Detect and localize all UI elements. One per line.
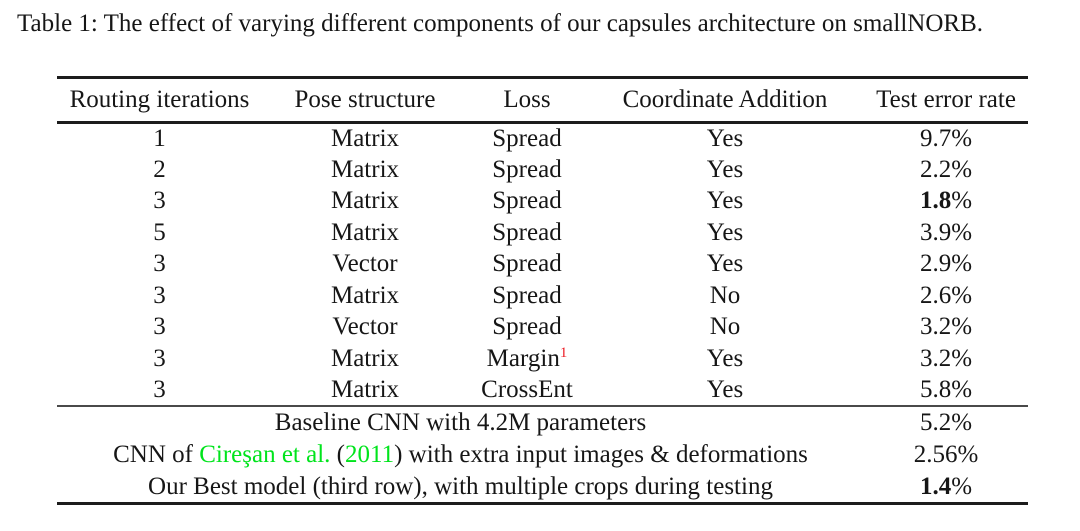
loss-cell: Spread: [492, 187, 562, 215]
test-error-cell: [864, 406, 1028, 439]
pose-structure-cell: Vector: [332, 250, 398, 278]
pose-structure-cell: Matrix: [330, 375, 400, 403]
loss-label: Margin: [486, 344, 560, 372]
label-prefix: CNN of: [113, 440, 200, 468]
baseline-cnn-row: [57, 406, 1028, 439]
citation-year-link[interactable]: 2011: [345, 440, 395, 468]
routing-iterations-cell: 3: [153, 313, 166, 341]
error-value-best: 1.8: [919, 187, 952, 215]
coordinate-addition-cell: Yes: [706, 125, 744, 152]
routing-iterations-cell: 3: [153, 375, 166, 403]
coordinate-addition-cell: Yes: [706, 375, 744, 403]
baseline-cnn-label: Baseline CNN with 4.2M parameters: [274, 408, 647, 436]
percent-sign: %: [951, 344, 973, 372]
coordinate-addition-cell: No: [709, 313, 741, 341]
percent-sign: %: [957, 440, 979, 468]
test-error-cell: [864, 343, 1028, 375]
label-suffix: ) with extra input images & deformations: [394, 440, 808, 468]
test-error-cell: [864, 439, 1028, 472]
test-error-cell: [864, 312, 1028, 344]
table-row: [57, 249, 1028, 281]
error-value-best: 1.4: [919, 472, 952, 500]
pose-structure-cell: Matrix: [330, 344, 400, 372]
routing-iterations-cell: 2: [153, 155, 166, 183]
percent-sign: %: [951, 125, 973, 152]
error-value: 2.56: [913, 440, 958, 468]
coordinate-addition-cell: Yes: [706, 187, 744, 215]
test-error-cell: [864, 217, 1028, 249]
test-error-cell: [864, 249, 1028, 281]
loss-cell: Spread: [492, 155, 562, 183]
routing-iterations-cell: 1: [153, 125, 166, 152]
table-row: [57, 154, 1028, 186]
test-error-cell: [864, 186, 1028, 218]
percent-sign: %: [951, 250, 973, 278]
header-row: [57, 78, 1028, 123]
table-row: [57, 312, 1028, 344]
table-row: [57, 343, 1028, 375]
coordinate-addition-cell: Yes: [706, 218, 744, 246]
percent-sign: %: [951, 375, 973, 403]
error-value: 2.2: [919, 155, 952, 183]
table-row: [57, 217, 1028, 249]
coordinate-addition-cell: Yes: [706, 250, 744, 278]
coordinate-addition-cell: No: [709, 281, 741, 309]
pose-structure-cell: Matrix: [330, 218, 400, 246]
col-header-loss: Loss: [503, 86, 551, 113]
error-value: 9.7: [919, 125, 952, 152]
error-value: 2.9: [919, 250, 952, 278]
ciresan-cnn-label: [57, 439, 864, 472]
pose-structure-cell: Matrix: [330, 155, 400, 183]
best-model-row: [57, 471, 1028, 504]
pose-structure-cell: Matrix: [330, 281, 400, 309]
coordinate-addition-cell: Yes: [706, 155, 744, 183]
error-value: 3.2: [919, 344, 952, 372]
label-mid: (: [330, 440, 345, 468]
pose-structure-cell: Matrix: [330, 125, 400, 152]
percent-sign: %: [951, 313, 973, 341]
percent-sign: %: [951, 408, 973, 436]
routing-iterations-cell: 3: [153, 187, 166, 215]
col-header-routing-iterations: Routing iterations: [69, 86, 250, 113]
table-row: [57, 186, 1028, 218]
loss-cell: Spread: [492, 250, 562, 278]
col-header-pose-structure: Pose structure: [294, 86, 436, 113]
routing-iterations-cell: 3: [153, 344, 166, 372]
ciresan-cnn-row: [57, 439, 1028, 472]
test-error-cell: [864, 123, 1028, 155]
percent-sign: %: [951, 472, 973, 500]
col-header-test-error-rate: Test error rate: [876, 86, 1016, 113]
error-value: 2.6: [919, 281, 952, 309]
error-value: 5.2: [919, 408, 952, 436]
loss-cell: Spread: [492, 281, 562, 309]
routing-iterations-cell: 3: [153, 281, 166, 309]
loss-cell: Spread: [492, 125, 562, 152]
percent-sign: %: [951, 155, 973, 183]
test-error-cell: [864, 154, 1028, 186]
error-value: 3.2: [919, 313, 952, 341]
col-header-coordinate-addition: Coordinate Addition: [622, 86, 828, 113]
coordinate-addition-cell: Yes: [706, 344, 744, 372]
test-error-cell: [864, 471, 1028, 504]
test-error-cell: [864, 280, 1028, 312]
pose-structure-cell: Vector: [332, 313, 398, 341]
best-model-label: Our Best model (third row), with multiple crops during testing: [148, 472, 773, 500]
results-table: [57, 76, 1028, 505]
citation-link[interactable]: Cireşan et al.: [199, 440, 331, 468]
percent-sign: %: [951, 281, 973, 309]
footnote-marker: 1: [559, 344, 568, 361]
routing-iterations-cell: 3: [153, 250, 166, 278]
results-table-container: [57, 76, 1028, 505]
table-row: [57, 123, 1028, 155]
error-value: 3.9: [919, 218, 952, 246]
percent-sign: %: [951, 218, 973, 246]
table-caption: Table 1: The effect of varying different components of our capsules architecture on smallNORB.: [17, 10, 984, 37]
table-row: [57, 375, 1028, 407]
pose-structure-cell: Matrix: [330, 187, 400, 215]
routing-iterations-cell: 5: [153, 218, 166, 246]
loss-cell: CrossEnt: [481, 375, 573, 403]
test-error-cell: [864, 375, 1028, 407]
error-value: 5.8: [919, 375, 952, 403]
loss-cell: [468, 343, 586, 375]
percent-sign: %: [951, 187, 973, 215]
loss-cell: Spread: [492, 313, 562, 341]
table-row: [57, 280, 1028, 312]
loss-cell: Spread: [492, 218, 562, 246]
